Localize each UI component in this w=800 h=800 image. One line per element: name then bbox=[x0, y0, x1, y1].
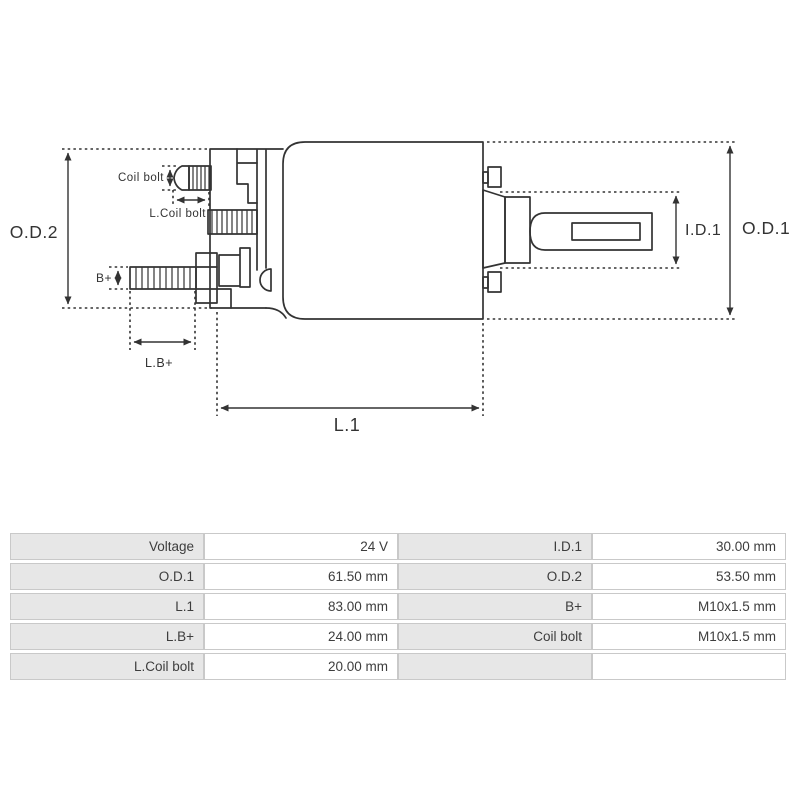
spec-value-cell: M10x1.5 mm bbox=[592, 623, 786, 650]
spec-label-cell bbox=[398, 653, 592, 680]
dimension-label-coil-bolt: Coil bolt bbox=[117, 172, 164, 184]
spec-label-cell: B+ bbox=[398, 593, 592, 620]
table-row bbox=[10, 563, 786, 590]
spec-label-cell: I.D.1 bbox=[398, 533, 592, 560]
spec-label-cell: Voltage bbox=[10, 533, 204, 560]
dimension-label-od2: O.D.2 bbox=[9, 222, 58, 242]
coil-lead-block bbox=[208, 210, 257, 234]
spec-label-cell: Coil bolt bbox=[398, 623, 592, 650]
spec-value-cell: 24.00 mm bbox=[204, 623, 398, 650]
spec-table bbox=[10, 530, 786, 683]
spec-value-cell: 20.00 mm bbox=[204, 653, 398, 680]
dimension-label-l1: L.1 bbox=[333, 415, 361, 435]
spec-label-cell: L.Coil bolt bbox=[10, 653, 204, 680]
solenoid-body bbox=[283, 142, 483, 319]
spec-value-cell: 24 V bbox=[204, 533, 398, 560]
table-row bbox=[10, 533, 786, 560]
spec-value-cell: 61.50 mm bbox=[204, 563, 398, 590]
spec-value-cell: 83.00 mm bbox=[204, 593, 398, 620]
spec-label-cell: O.D.1 bbox=[10, 563, 204, 590]
b-plus-terminal bbox=[130, 253, 231, 308]
table-row bbox=[10, 623, 786, 650]
table-row bbox=[10, 653, 786, 680]
coil-bolt-terminal bbox=[174, 166, 211, 190]
spec-label-cell: L.1 bbox=[10, 593, 204, 620]
dimension-label-lb-plus: L.B+ bbox=[144, 356, 174, 370]
dimension-label-od1: O.D.1 bbox=[742, 218, 791, 238]
table-row bbox=[10, 593, 786, 620]
spec-value-cell: 53.50 mm bbox=[592, 563, 786, 590]
spec-value-cell: 30.00 mm bbox=[592, 533, 786, 560]
dimension-label-id1: I.D.1 bbox=[685, 222, 722, 239]
spec-label-cell: O.D.2 bbox=[398, 563, 592, 590]
contact-assembly bbox=[219, 248, 271, 291]
spec-value-cell bbox=[592, 653, 786, 680]
spec-value-cell: M10x1.5 mm bbox=[592, 593, 786, 620]
dimension-label-b-plus: B+ bbox=[95, 271, 112, 285]
dimension-label-l-coil-bolt: L.Coil bolt bbox=[149, 208, 206, 220]
spec-label-cell: L.B+ bbox=[10, 623, 204, 650]
rear-tabs bbox=[483, 167, 501, 292]
plunger-shaft bbox=[483, 190, 652, 268]
